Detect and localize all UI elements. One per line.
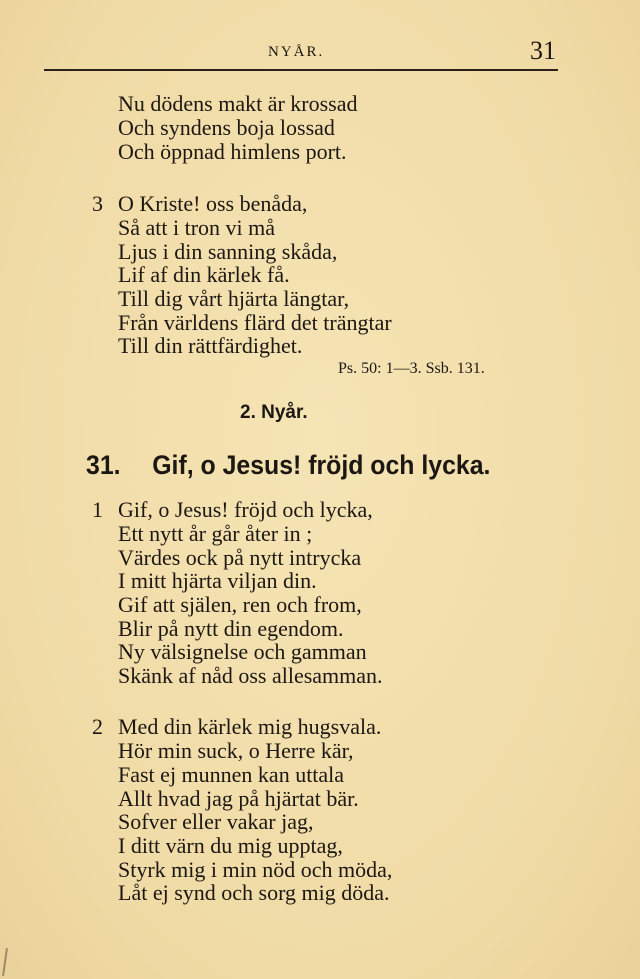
verse-line: Från världens flärd det trängtar (118, 310, 392, 335)
running-head (0, 36, 640, 66)
verse-line: Styrk mig i min nöd och möda, (118, 857, 393, 882)
verse-line: Värdes ock på nytt intrycka (118, 545, 362, 570)
running-title: NYÅR. (268, 44, 325, 60)
verse-line: Ett nytt år går åter in ; (118, 521, 313, 546)
verse-line: Fast ej munnen kan uttala (118, 762, 345, 787)
hymn-title (86, 450, 490, 481)
verse-line: Skänk af nåd oss allesamman. (118, 663, 383, 688)
verse-line: Till din rättfärdighet. (118, 333, 303, 358)
verse-line: Ny välsignelse och gamman (118, 639, 367, 664)
margin-pencil-mark (2, 948, 8, 976)
page-number: 31 (530, 36, 556, 65)
verse-line: I mitt hjärta viljan din. (118, 568, 317, 593)
header-rule (44, 69, 558, 71)
verse-line: O Kriste! oss benåda, (118, 191, 308, 216)
verse-line: Lif af din kärlek få. (118, 262, 290, 287)
verse-line: Ljus i din sanning skåda, (118, 239, 338, 264)
verse-line: Och syndens boja lossad (118, 115, 335, 140)
verse-line: Nu dödens makt är krossad (118, 91, 358, 116)
verse-line: Så att i tron vi må (118, 215, 276, 240)
verse-line: Hör min suck, o Herre kär, (118, 738, 354, 763)
verse-line: Till dig vårt hjärta längtar, (118, 286, 350, 311)
verse-line: Med din kärlek mig hugsvala. (118, 714, 382, 739)
verse-line: Blir på nytt din egendom. (118, 616, 344, 641)
verse-line: I ditt värn du mig upptag, (118, 833, 343, 858)
verse-line: Gif, o Jesus! fröjd och lycka, (118, 497, 373, 522)
verse-line: Gif att själen, ren och from, (118, 592, 362, 617)
verse-number: 3 (92, 191, 103, 216)
section-heading: 2. Nyår. (240, 402, 308, 423)
verse-number: 1 (92, 497, 103, 522)
verse-line: Och öppnad himlens port. (118, 139, 347, 164)
verse-line: Sofver eller vakar jag, (118, 809, 314, 834)
verse-line: Låt ej synd och sorg mig döda. (118, 880, 390, 905)
verse-line: Allt hvad jag på hjärtat bär. (118, 786, 359, 811)
hymn-number: 31. (86, 450, 121, 480)
hymn-title-text: Gif, o Jesus! fröjd och lycka. (152, 450, 491, 480)
scripture-reference: Ps. 50: 1—3. Ssb. 131. (338, 360, 485, 377)
verse-number: 2 (92, 714, 103, 739)
